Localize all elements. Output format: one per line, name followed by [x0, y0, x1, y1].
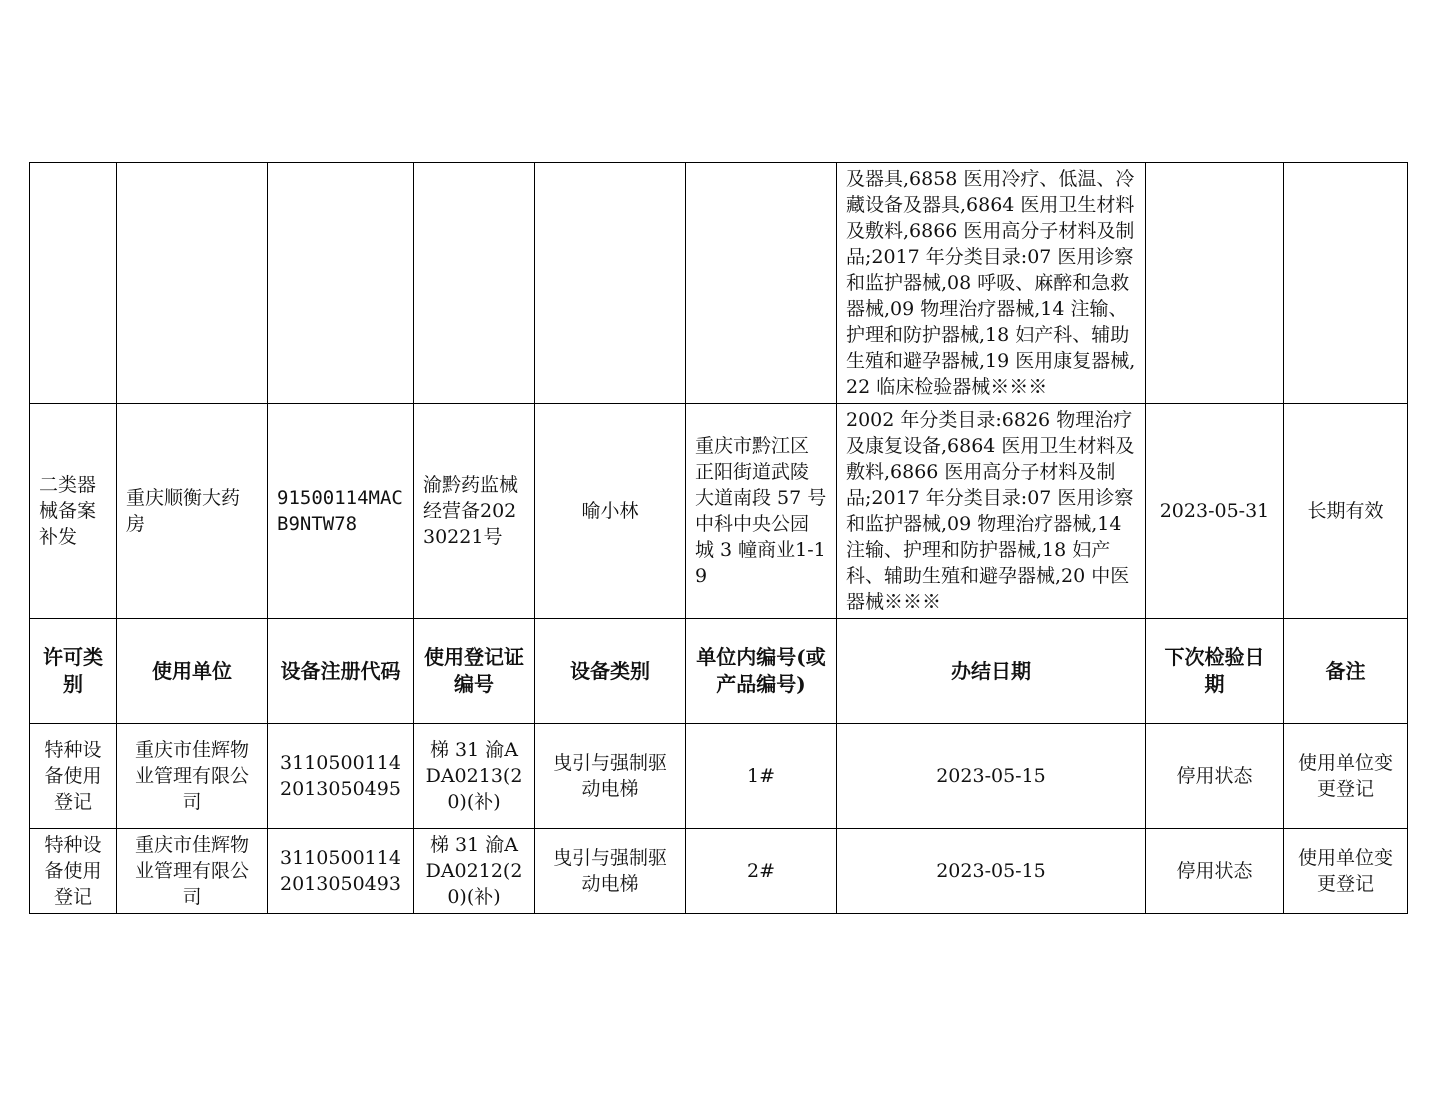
address: 重庆市黔江区正阳街道武陵大道南段 57 号中科中央公园城 3 幢商业1-19 — [686, 404, 837, 619]
use-unit: 重庆市佳辉物业管理有限公司 — [117, 829, 268, 914]
equipment-category: 曳引与强制驱动电梯 — [535, 724, 686, 829]
header-cert-no: 使用登记证编号 — [414, 619, 535, 724]
license-type: 特种设备使用登记 — [30, 724, 117, 829]
next-check-date: 停用状态 — [1146, 829, 1284, 914]
remark: 使用单位变更登记 — [1284, 829, 1408, 914]
table-row — [30, 829, 1408, 914]
header-category: 设备类别 — [535, 619, 686, 724]
table-header-row — [30, 619, 1408, 724]
use-unit: 重庆市佳辉物业管理有限公司 — [117, 724, 268, 829]
header-internal-no: 单位内编号(或产品编号) — [686, 619, 837, 724]
reg-code: 31105001142013050493 — [268, 829, 414, 914]
completion-date: 2023-05-15 — [837, 829, 1146, 914]
header-reg-code: 设备注册代码 — [268, 619, 414, 724]
reg-code: 31105001142013050495 — [268, 724, 414, 829]
equipment-category: 曳引与强制驱动电梯 — [535, 829, 686, 914]
record-number: 渝黔药监械经营备20230221号 — [414, 404, 535, 619]
cert-number: 梯 31 渝ADA0212(20)(补) — [414, 829, 535, 914]
header-license-type: 许可类别 — [30, 619, 117, 724]
header-unit: 使用单位 — [117, 619, 268, 724]
header-remark: 备注 — [1284, 619, 1408, 724]
next-check-date: 停用状态 — [1146, 724, 1284, 829]
license-table — [29, 162, 1408, 914]
completion-date: 2023-05-15 — [837, 724, 1146, 829]
internal-number: 2# — [686, 829, 837, 914]
business-scope: 及器具,6858 医用冷疗、低温、冷藏设备及器具,6864 医用卫生材料及敷料,6866 医用高分子材料及制品;2017 年分类目录:07 医用诊察和监护器械,08 呼吸、麻醉和急救器械,09 物理治疗器械,14 注输、护理和防护器械,18 妇产科、辅助生殖和避孕器械,19 医用康复器械,22 临床检验器械※※※ — [837, 163, 1146, 404]
table-row — [30, 404, 1408, 619]
header-date: 办结日期 — [837, 619, 1146, 724]
person-in-charge: 喻小林 — [535, 404, 686, 619]
table-row — [30, 724, 1408, 829]
table-row — [30, 163, 1408, 404]
license-type: 二类器械备案补发 — [30, 404, 117, 619]
issue-date: 2023-05-31 — [1146, 404, 1284, 619]
business-scope: 2002 年分类目录:6826 物理治疗及康复设备,6864 医用卫生材料及敷料,6866 医用高分子材料及制品;2017 年分类目录:07 医用诊察和监护器械,09 物理治疗器械,14 注输、护理和防护器械,18 妇产科、辅助生殖和避孕器械,20 中医器械※※※ — [837, 404, 1146, 619]
credit-code: 91500114MACB9NTW78 — [268, 404, 414, 619]
remark: 使用单位变更登记 — [1284, 724, 1408, 829]
header-next-check: 下次检验日期 — [1146, 619, 1284, 724]
validity: 长期有效 — [1284, 404, 1408, 619]
internal-number: 1# — [686, 724, 837, 829]
cert-number: 梯 31 渝ADA0213(20)(补) — [414, 724, 535, 829]
company-name: 重庆顺衡大药房 — [117, 404, 268, 619]
license-type: 特种设备使用登记 — [30, 829, 117, 914]
